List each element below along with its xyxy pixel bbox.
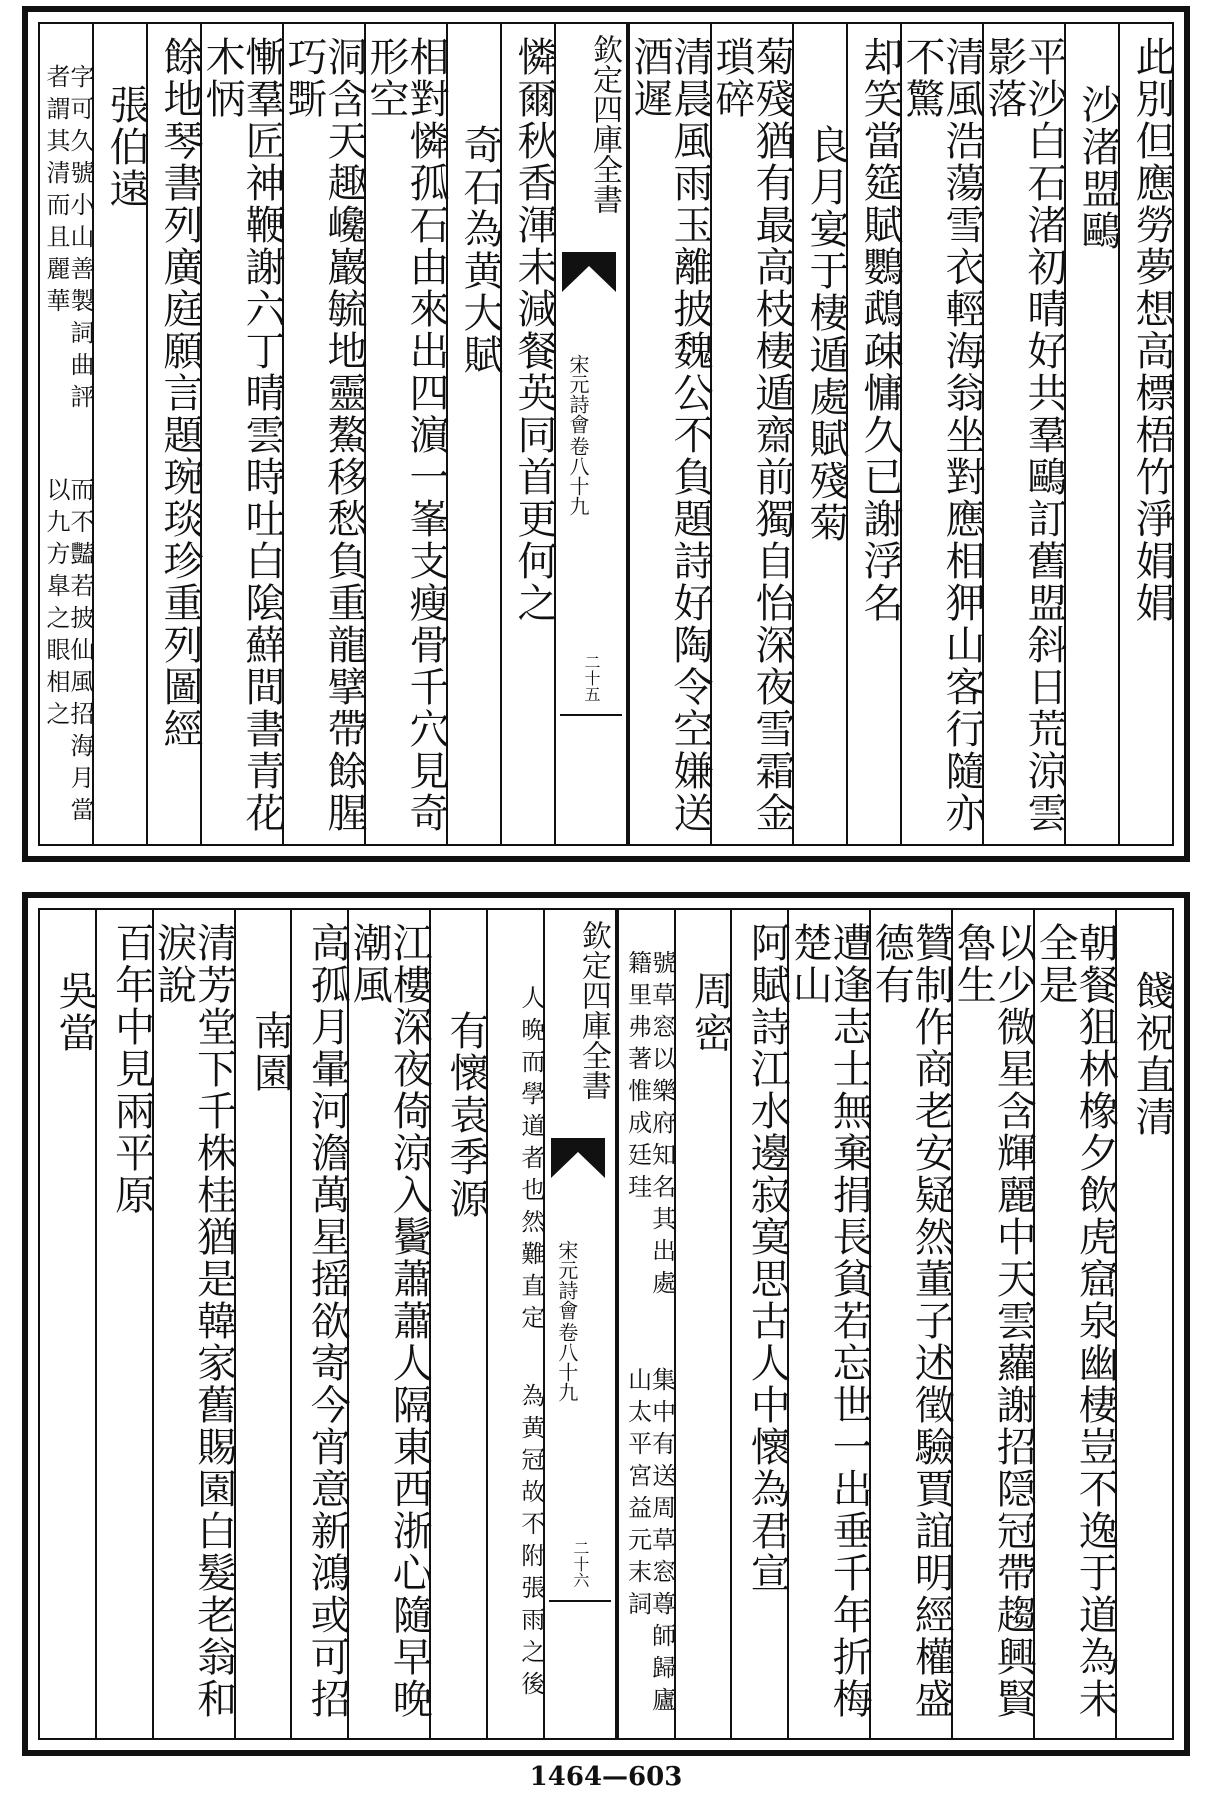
author-name: 周密 bbox=[687, 970, 734, 1054]
column-text: 慚羣匠神鞭謝六丁晴雲時吐白隂蘚間書青花木怲 bbox=[199, 36, 285, 834]
annotation bbox=[623, 910, 676, 1738]
author-name: 吳當 bbox=[51, 970, 98, 1054]
column-text: 以少微星含輝麗中天雲蘿謝招隠冠帶趨興賢魯生 bbox=[950, 922, 1037, 1720]
text-column bbox=[674, 910, 734, 1738]
top-page bbox=[22, 6, 1190, 862]
text-column bbox=[846, 24, 903, 844]
text-column bbox=[346, 910, 433, 1738]
column-text: 憐爾秋香渾未減餐英同首更何之 bbox=[511, 36, 557, 624]
poem-title: 良月宴于棲遁處賦殘菊 bbox=[803, 124, 849, 544]
text-column bbox=[981, 24, 1067, 844]
leaf-number: 二十五 bbox=[582, 654, 601, 702]
column-text: 此別但應勞夢想高標梧竹淨娟娟 bbox=[1129, 36, 1175, 624]
annotation bbox=[516, 910, 545, 1738]
bottom-page-columns bbox=[38, 908, 1174, 1740]
annotation-column bbox=[486, 910, 543, 1738]
book-title: 欽定四庫全書 bbox=[575, 920, 611, 1100]
volume-number: 卷八十九 bbox=[554, 1322, 579, 1402]
column-text: 清風浩蕩雪衣輕海翁坐對應相狎山客行隨亦不驚 bbox=[899, 36, 985, 834]
text-column bbox=[730, 910, 791, 1738]
text-column bbox=[899, 24, 985, 844]
top-page-columns bbox=[38, 22, 1174, 846]
text-column bbox=[40, 910, 98, 1738]
annotation-column bbox=[40, 24, 92, 844]
book-spine bbox=[543, 910, 617, 1738]
column-text: 洞含天趣巉巖毓地靈鰲移愁負重龍擘帶餘腥巧斲 bbox=[281, 36, 367, 834]
text-column bbox=[868, 910, 955, 1738]
column-text: 相對憐孤石由來出四濵一峯支瘦骨千穴見奇形空 bbox=[363, 36, 449, 834]
fish-tail-mark-icon bbox=[562, 252, 616, 292]
poem-title: 南園 bbox=[247, 1010, 294, 1094]
text-column bbox=[950, 910, 1037, 1738]
column-text: 餘地琴書列廣庭願言題琬琰珍重列圖經 bbox=[157, 36, 203, 750]
column-text: 清芳堂下千株桂猶是韓家舊賜園白髮老翁和淚說 bbox=[150, 922, 237, 1720]
collection-name: 宋元詩會 bbox=[566, 354, 590, 434]
author-name: 張伯遠 bbox=[103, 84, 149, 210]
column-text: 贊制作商老安疑然董子述徵驗賈誼明經權盛德有 bbox=[868, 922, 955, 1720]
annotation-line: 集中有送周草窓尊師歸廬山太平宮益元末詞 bbox=[623, 1367, 676, 1719]
text-column bbox=[1032, 910, 1119, 1738]
poem-title: 餞祝直清 bbox=[1129, 970, 1175, 1138]
column-text: 菊殘猶有最高枝棲遁齋前獨自怡深夜雪霜金瑣碎 bbox=[709, 36, 795, 834]
column-text: 却笑當筵賦鸚鵡疎慵久已謝浮名 bbox=[857, 36, 903, 624]
text-column bbox=[627, 24, 713, 844]
fish-tail-mark-icon bbox=[551, 1138, 605, 1178]
text-column bbox=[92, 24, 149, 844]
text-column bbox=[429, 910, 490, 1738]
text-column bbox=[786, 910, 873, 1738]
text-column bbox=[446, 24, 503, 844]
text-column bbox=[1064, 24, 1121, 844]
column-text: 江樓深夜倚涼入鬢蕭蕭人隔東西浙心隨早晚潮風 bbox=[346, 922, 433, 1720]
text-column bbox=[234, 910, 294, 1738]
volume-number: 卷八十九 bbox=[566, 436, 590, 516]
text-column bbox=[1115, 910, 1175, 1738]
text-column bbox=[199, 24, 285, 844]
text-column bbox=[709, 24, 795, 844]
text-column bbox=[500, 24, 557, 844]
text-column bbox=[95, 910, 155, 1738]
book-title: 欽定四庫全書 bbox=[587, 34, 622, 214]
text-column bbox=[792, 24, 849, 844]
book-spine bbox=[554, 24, 628, 844]
annotation-line: 而不豔若披仙風招海月當以九方臯之眼相之 bbox=[42, 477, 94, 829]
column-text: 清晨風雨玉離披魏公不負題詩好陶令空嫌送酒遲 bbox=[627, 36, 713, 834]
column-text: 高孤月暈河澹萬星摇欲寄今宵意新鴻或可招 bbox=[304, 922, 351, 1720]
text-column bbox=[1118, 24, 1175, 844]
annotation-line: 為黄冠故不附張雨之後 bbox=[516, 1383, 545, 1703]
text-column bbox=[363, 24, 449, 844]
volume-label bbox=[564, 354, 593, 516]
poem-title: 奇石為黄大賦 bbox=[457, 124, 503, 376]
column-text: 平沙白石渚初晴好共羣鷗訂舊盟斜日荒涼雲影落 bbox=[981, 36, 1067, 834]
annotation bbox=[44, 24, 92, 844]
divider bbox=[549, 1600, 611, 1602]
page-number: 1464—603 bbox=[529, 1762, 683, 1792]
column-text: 阿賦詩江水邊寂寞思古人中懷為君宣 bbox=[744, 922, 791, 1594]
divider bbox=[560, 714, 622, 716]
text-column bbox=[150, 910, 237, 1738]
text-column bbox=[281, 24, 367, 844]
text-column bbox=[290, 910, 351, 1738]
annotation-column bbox=[617, 910, 674, 1738]
annotation-line: 字可久號小山善製詞曲評者謂其清而且麗華 bbox=[42, 64, 94, 416]
volume-label bbox=[553, 1240, 582, 1402]
collection-name: 宋元詩會 bbox=[554, 1240, 579, 1320]
leaf-number: 二十六 bbox=[570, 1540, 590, 1588]
text-column bbox=[146, 24, 203, 844]
column-text: 百年中見兩平原 bbox=[108, 922, 155, 1216]
poem-title: 沙渚盟鷗 bbox=[1075, 84, 1121, 252]
annotation-line: 人晩而學道者也然難直定 bbox=[516, 985, 545, 1337]
column-text: 朝餐狙林橡夕飲虎窟泉幽棲豈不逸于道為未全是 bbox=[1032, 922, 1119, 1720]
poem-title: 有懷袁季源 bbox=[443, 1010, 490, 1220]
annotation-line: 號草窓以樂府知名其出處籍里弗著惟成廷珪 bbox=[623, 950, 676, 1302]
bottom-page bbox=[22, 892, 1190, 1756]
column-text: 遭逢志士無棄捐長貧若忘世一出垂千年折梅楚山 bbox=[786, 922, 873, 1720]
